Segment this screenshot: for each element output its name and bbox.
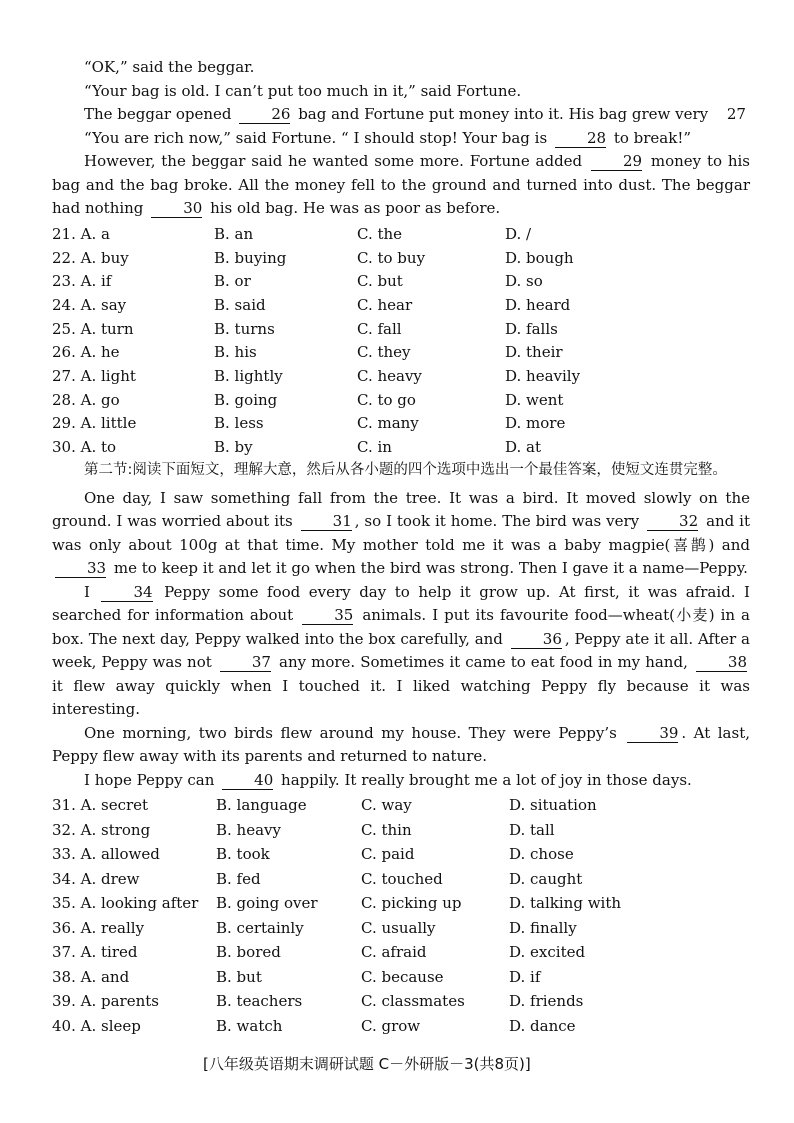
option-a[interactable]: 26. A. he bbox=[52, 343, 120, 362]
option-d[interactable]: D. excited bbox=[509, 943, 586, 962]
option-row bbox=[52, 317, 752, 341]
text-run: The beggar opened bbox=[84, 105, 232, 123]
option-row bbox=[52, 435, 752, 459]
text-run: I hope Peppy can bbox=[84, 770, 215, 789]
option-a[interactable]: 23. A. if bbox=[52, 272, 112, 291]
text-run: and it was only about 100g at that time. My mother told me it was a baby magpie(喜鹊) and bbox=[52, 512, 751, 554]
option-c[interactable]: C. thin bbox=[361, 820, 412, 839]
option-row bbox=[52, 842, 752, 867]
option-a[interactable]: 38. A. and bbox=[52, 967, 130, 986]
option-d[interactable]: D. falls bbox=[505, 319, 558, 338]
story2-paragraph bbox=[52, 722, 750, 769]
option-c[interactable]: C. hear bbox=[357, 295, 413, 314]
story2-passage bbox=[52, 459, 750, 792]
option-a[interactable]: 24. A. say bbox=[52, 295, 127, 314]
option-a[interactable]: 35. A. looking after bbox=[52, 894, 199, 913]
options-21-30 bbox=[52, 222, 752, 459]
text-run: One morning, two birds flew around my house. They were Peppy’s bbox=[84, 723, 617, 742]
blank-33: 33 bbox=[55, 560, 106, 578]
text-run: “You are rich now,” said Fortune. “ I should stop! Your bag is bbox=[84, 128, 548, 147]
text-run: happily. It really brought me a lot of joy in those days. bbox=[281, 770, 692, 789]
option-d[interactable]: D. went bbox=[505, 390, 564, 409]
option-b[interactable]: B. took bbox=[216, 845, 270, 864]
blank-38: 38 bbox=[696, 654, 747, 672]
text-run: . At last, Peppy flew away with its parents and returned to nature. bbox=[52, 723, 750, 765]
blank-32: 32 bbox=[647, 513, 698, 531]
option-b[interactable]: B. but bbox=[216, 967, 262, 986]
blank-29: 29 bbox=[591, 153, 642, 171]
story1-line: “Your bag is old. I can’t put too much in it,” said Fortune. bbox=[84, 81, 522, 100]
option-row bbox=[52, 891, 752, 916]
blank-27: 27 bbox=[726, 105, 746, 123]
option-d[interactable]: D. dance bbox=[509, 1016, 576, 1035]
option-d[interactable]: D. bough bbox=[505, 248, 574, 267]
option-c[interactable]: C. fall bbox=[357, 319, 402, 338]
text-run: , Peppy ate it all. After a week, Peppy was not bbox=[52, 629, 750, 671]
text-run: it flew away quickly when I touched it. I liked watching Peppy fly because it was interesting. bbox=[52, 676, 750, 718]
option-d[interactable]: D. if bbox=[509, 967, 541, 986]
option-c[interactable]: C. way bbox=[361, 796, 412, 815]
option-row bbox=[52, 965, 752, 990]
blank-26: 26 bbox=[239, 106, 290, 124]
option-row bbox=[52, 940, 752, 965]
option-c[interactable]: C. the bbox=[357, 224, 403, 243]
option-d[interactable]: D. caught bbox=[509, 869, 583, 888]
blank-35: 35 bbox=[302, 607, 353, 625]
option-c[interactable]: C. but bbox=[357, 272, 403, 291]
option-a[interactable]: 34. A. drew bbox=[52, 869, 140, 888]
option-a[interactable]: 32. A. strong bbox=[52, 820, 151, 839]
option-a[interactable]: 40. A. sleep bbox=[52, 1016, 141, 1035]
blank-34: 34 bbox=[101, 584, 152, 602]
option-a[interactable]: 25. A. turn bbox=[52, 319, 134, 338]
text-run: , so I took it home. The bird was very bbox=[354, 512, 640, 530]
option-b[interactable]: B. bored bbox=[216, 943, 281, 962]
option-b[interactable]: B. lightly bbox=[214, 366, 283, 385]
option-c[interactable]: C. because bbox=[361, 967, 444, 986]
option-d[interactable]: D. / bbox=[505, 224, 532, 243]
text-run: any more. Sometimes it came to eat food in my hand, bbox=[279, 653, 688, 671]
option-row bbox=[52, 340, 752, 364]
option-b[interactable]: B. going over bbox=[216, 894, 318, 913]
blank-37: 37 bbox=[220, 654, 271, 672]
option-c[interactable]: C. picking up bbox=[361, 894, 462, 913]
option-a[interactable]: 22. A. buy bbox=[52, 248, 129, 267]
option-a[interactable]: 21. A. a bbox=[52, 224, 110, 243]
option-a[interactable]: 33. A. allowed bbox=[52, 845, 160, 864]
option-row bbox=[52, 793, 752, 818]
option-row bbox=[52, 412, 752, 436]
option-c[interactable]: C. usually bbox=[361, 918, 436, 937]
option-c[interactable]: C. in bbox=[357, 438, 392, 457]
option-a[interactable]: 27. A. light bbox=[52, 366, 136, 385]
blank-31: 31 bbox=[301, 513, 352, 531]
option-row bbox=[52, 246, 752, 270]
page-footer: [八年级英语期末调研试题 C－外研版－3(共8页)] bbox=[203, 1055, 531, 1073]
blank-28: 28 bbox=[555, 130, 606, 148]
text-run: Peppy some food every day to help it grow up. At first, it was afraid. I searched for information about bbox=[52, 582, 750, 624]
option-b[interactable]: B. turns bbox=[214, 319, 275, 338]
option-b[interactable]: B. his bbox=[214, 343, 257, 362]
text-run: One day, I saw something fall from the tree. It was a bird. It moved slowly on the ground. I was worried about its bbox=[52, 488, 750, 530]
option-b[interactable]: B. certainly bbox=[216, 918, 304, 937]
text-run: me to keep it and let it go when the bird was strong. Then I gave it a name—Peppy. bbox=[113, 559, 748, 577]
option-b[interactable]: B. teachers bbox=[216, 992, 303, 1011]
option-d[interactable]: D. at bbox=[505, 438, 541, 457]
story1-line bbox=[52, 150, 750, 221]
story2-paragraph bbox=[52, 581, 750, 722]
option-b[interactable]: B. fed bbox=[216, 869, 261, 888]
option-row bbox=[52, 989, 752, 1014]
option-row bbox=[52, 1014, 752, 1039]
story2-paragraph bbox=[52, 487, 750, 581]
text-run: I bbox=[84, 582, 90, 601]
option-b[interactable]: B. said bbox=[214, 295, 266, 314]
option-b[interactable]: B. less bbox=[214, 414, 264, 433]
story1-line: “OK,” said the beggar. bbox=[84, 58, 255, 76]
story1-line bbox=[52, 103, 750, 127]
option-row bbox=[52, 293, 752, 317]
option-a[interactable]: 31. A. secret bbox=[52, 796, 149, 815]
option-row bbox=[52, 364, 752, 388]
options-31-40 bbox=[52, 793, 752, 1038]
option-c[interactable]: C. afraid bbox=[361, 943, 427, 962]
text-run: his old bag. He was as poor as before. bbox=[210, 199, 501, 217]
option-c[interactable]: C. many bbox=[357, 414, 419, 433]
option-d[interactable]: D. friends bbox=[509, 992, 584, 1011]
option-b[interactable]: B. buying bbox=[214, 248, 287, 267]
section-heading: 第二节:阅读下面短文，理解大意，然后从各小题的四个选项中选出一个最佳答案，使短文连贯完整。 bbox=[84, 462, 727, 478]
option-b[interactable]: B. language bbox=[216, 796, 307, 815]
option-a[interactable]: 37. A. tired bbox=[52, 943, 138, 962]
option-d[interactable]: D. heard bbox=[505, 295, 571, 314]
option-b[interactable]: B. an bbox=[214, 224, 254, 243]
option-a[interactable]: 39. A. parents bbox=[52, 992, 159, 1011]
option-d[interactable]: D. heavily bbox=[505, 366, 581, 385]
story2-paragraph bbox=[52, 769, 750, 793]
option-d[interactable]: D. tall bbox=[509, 820, 555, 839]
option-c[interactable]: C. they bbox=[357, 343, 411, 362]
text-run: bag and Fortune put money into it. His bag grew very bbox=[298, 105, 709, 123]
text-run: However, the beggar said he wanted some more. Fortune added bbox=[84, 152, 583, 170]
option-c[interactable]: C. grow bbox=[361, 1016, 421, 1035]
story1-line bbox=[52, 127, 750, 151]
text-run: money to his bag and the bag broke. All the money fell to the ground and turned into dust. The beggar had nothing bbox=[52, 152, 750, 217]
option-c[interactable]: C. classmates bbox=[361, 992, 465, 1011]
text-run: to break!” bbox=[613, 128, 692, 147]
option-row bbox=[52, 388, 752, 412]
option-c[interactable]: C. touched bbox=[361, 869, 443, 888]
blank-30: 30 bbox=[151, 200, 202, 218]
option-row bbox=[52, 269, 752, 293]
option-c[interactable]: C. paid bbox=[361, 845, 415, 864]
blank-40: 40 bbox=[222, 772, 273, 790]
blank-36: 36 bbox=[511, 631, 562, 649]
option-row bbox=[52, 818, 752, 843]
option-b[interactable]: B. by bbox=[214, 438, 253, 457]
option-d[interactable]: D. chose bbox=[509, 845, 574, 864]
option-c[interactable]: C. heavy bbox=[357, 366, 422, 385]
option-b[interactable]: B. going bbox=[214, 390, 278, 409]
option-d[interactable]: D. more bbox=[505, 414, 566, 433]
option-row bbox=[52, 867, 752, 892]
option-d[interactable]: D. situation bbox=[509, 796, 597, 815]
option-c[interactable]: C. to go bbox=[357, 390, 416, 409]
option-a[interactable]: 28. A. go bbox=[52, 390, 120, 409]
option-b[interactable]: B. heavy bbox=[216, 820, 281, 839]
option-b[interactable]: B. watch bbox=[216, 1016, 283, 1035]
option-row bbox=[52, 916, 752, 941]
text-run: animals. I put its favourite food—wheat(小麦) in a box. The next day, Peppy walked into the box carefully, and bbox=[52, 606, 750, 648]
option-row bbox=[52, 222, 752, 246]
option-c[interactable]: C. to buy bbox=[357, 248, 426, 267]
option-d[interactable]: D. their bbox=[505, 343, 563, 362]
option-a[interactable]: 36. A. really bbox=[52, 918, 145, 937]
option-b[interactable]: B. or bbox=[214, 272, 251, 291]
option-d[interactable]: D. so bbox=[505, 272, 543, 291]
blank-39: 39 bbox=[627, 725, 678, 743]
option-d[interactable]: D. finally bbox=[509, 918, 577, 937]
option-d[interactable]: D. talking with bbox=[509, 894, 622, 913]
option-a[interactable]: 29. A. little bbox=[52, 414, 137, 433]
option-a[interactable]: 30. A. to bbox=[52, 438, 117, 457]
story1-passage bbox=[52, 56, 750, 221]
